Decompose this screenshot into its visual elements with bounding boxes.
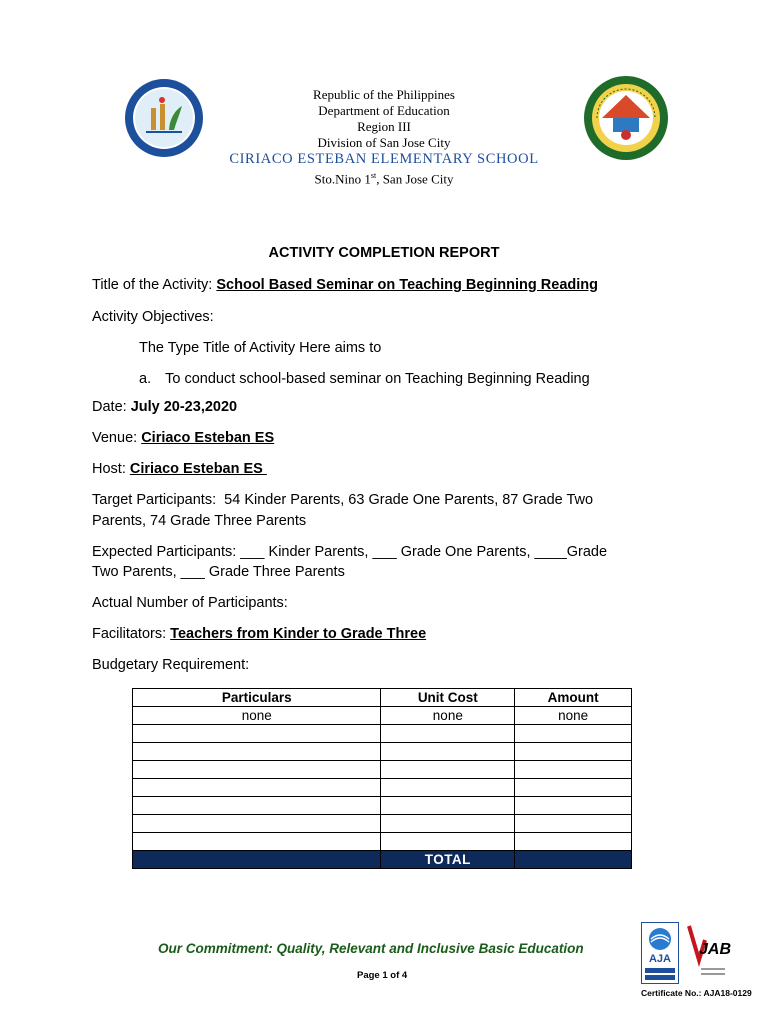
- table-header-row: [133, 689, 632, 707]
- table-cell: [133, 797, 381, 815]
- activity-title-value: School Based Seminar on Teaching Beginning Reading: [216, 277, 598, 293]
- table-row: [133, 833, 632, 851]
- activity-title-label: Title of the Activity:: [92, 277, 217, 293]
- actual-participants-label: Actual Number of Participants:: [92, 595, 288, 611]
- date-label: Date:: [92, 399, 131, 415]
- table-cell: [515, 797, 632, 815]
- table-cell: [381, 779, 515, 797]
- table-cell: [381, 761, 515, 779]
- letterhead: [160, 87, 608, 187]
- table-row: [133, 743, 632, 761]
- expected-participants-line-1: Expected Participants: ___ Kinder Parents, ___ Grade One Parents, ____Grade: [92, 544, 608, 560]
- table-total-row: [133, 851, 632, 869]
- budget-table: [132, 688, 632, 869]
- address-city: , San Jose City: [376, 171, 454, 187]
- date-value: July 20-23,2020: [130, 399, 238, 415]
- host-value: Ciriaco Esteban ES: [129, 461, 267, 477]
- host-line: [92, 460, 267, 478]
- school-name: CIRIACO ESTEBAN ELEMENTARY SCHOOL: [229, 151, 539, 167]
- table-cell: none: [381, 707, 515, 725]
- table-cell: [381, 815, 515, 833]
- address-superscript: st: [370, 171, 377, 180]
- total-label: TOTAL: [381, 851, 515, 869]
- total-amount-cell: [515, 851, 632, 869]
- table-row: [133, 779, 632, 797]
- venue-line: [92, 429, 274, 447]
- table-row: [133, 797, 632, 815]
- letterhead-division: Division of San Jose City: [317, 135, 451, 150]
- aja-certification-icon: [641, 922, 679, 984]
- table-row: [133, 815, 632, 833]
- table-cell: [515, 761, 632, 779]
- facilitators-label: Facilitators:: [92, 626, 171, 642]
- date-line: [92, 398, 237, 416]
- activity-title-line: [92, 276, 598, 294]
- table-cell: [133, 725, 381, 743]
- header-unit-cost: Unit Cost: [381, 689, 515, 707]
- school-address: [160, 168, 608, 187]
- objective-marker: a.: [139, 371, 152, 387]
- table-row: [133, 707, 632, 725]
- division-seal-icon: [583, 75, 669, 161]
- venue-label: Venue:: [92, 430, 142, 446]
- facilitators-value: Teachers from Kinder to Grade Three: [170, 626, 427, 642]
- target-participants-line-2: Parents, 74 Grade Three Parents: [92, 513, 307, 529]
- table-cell: [133, 833, 381, 851]
- table-cell: none: [515, 707, 632, 725]
- table-cell: [381, 725, 515, 743]
- commitment-slogan: Our Commitment: Quality, Relevant and Inclusive Basic Education: [158, 941, 584, 956]
- objectives-label: Activity Objectives:: [92, 309, 214, 325]
- objectives-intro: The Type Title of Activity Here aims to: [139, 340, 382, 356]
- table-cell: [381, 743, 515, 761]
- total-empty-cell: [133, 851, 381, 869]
- aja-label: AJA: [648, 953, 672, 965]
- certificate-number: Certificate No.: AJA18-0129: [641, 988, 752, 998]
- venue-value: Ciriaco Esteban ES: [141, 430, 275, 446]
- header-amount: Amount: [515, 689, 632, 707]
- table-cell: [381, 833, 515, 851]
- objective-item-a: [139, 370, 590, 388]
- expected-participants-line-2: Two Parents, ___ Grade Three Parents: [92, 564, 345, 580]
- header-particulars: Particulars: [133, 689, 381, 707]
- report-heading: ACTIVITY COMPLETION REPORT: [268, 245, 500, 261]
- table-cell: [515, 725, 632, 743]
- address-street: Sto.Nino 1: [314, 171, 371, 187]
- letterhead-republic: Republic of the Philippines: [313, 87, 455, 102]
- table-cell: [515, 743, 632, 761]
- table-cell: [381, 797, 515, 815]
- target-participants-line-1: Target Participants: 54 Kinder Parents, 63 Grade One Parents, 87 Grade Two: [92, 492, 594, 508]
- table-cell: [515, 833, 632, 851]
- jab-label: JAB: [699, 941, 732, 958]
- table-cell: [133, 761, 381, 779]
- table-cell: [515, 815, 632, 833]
- page-number: Page 1 of 4: [357, 970, 408, 981]
- table-cell: [515, 779, 632, 797]
- table-row: [133, 725, 632, 743]
- jab-accreditation-icon: [683, 922, 733, 986]
- letterhead-department: Department of Education: [318, 103, 450, 118]
- host-label: Host:: [92, 461, 130, 477]
- table-cell: none: [133, 707, 381, 725]
- facilitators-line: [92, 625, 426, 643]
- table-cell: [133, 743, 381, 761]
- budget-label: Budgetary Requirement:: [92, 657, 250, 673]
- table-cell: [133, 779, 381, 797]
- table-cell: [133, 815, 381, 833]
- objective-text: To conduct school-based seminar on Teaching Beginning Reading: [165, 371, 590, 387]
- letterhead-region: Region III: [357, 119, 411, 134]
- table-row: [133, 761, 632, 779]
